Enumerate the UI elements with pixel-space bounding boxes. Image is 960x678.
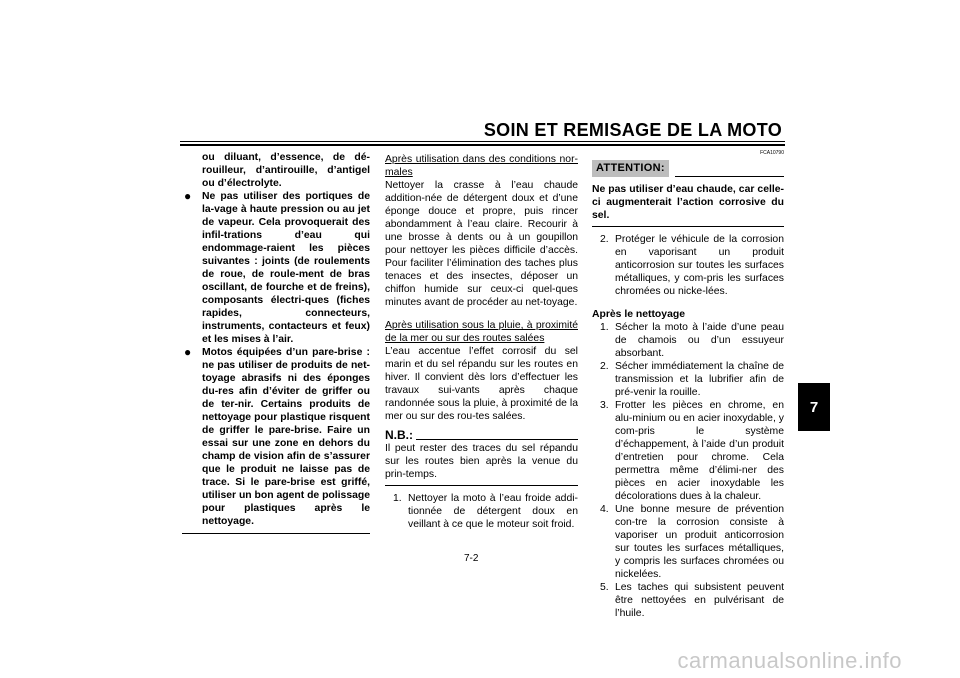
bullet-text: Motos équipées d’un pare-brise : ne pas utiliser de produits de net-toyage abrasifs ni des éponges du-res afin d’éviter de griffer ou de ter-nir. Certains produits de nettoyage pour plastique risquent de griffer le pare-brise. Faire un essai sur une zone en dehors du champ de vision afin de s’assurer que le produit ne laisse pas de trace. Si le pare-brise est griffé, utiliser un bon agent de polissage pour plastiques après le nettoyage. (202, 347, 371, 527)
list-item (600, 581, 784, 620)
paragraph-normal: Nettoyer la crasse à l’eau chaude addition-née de détergent doux et d’une éponge douce et propre, puis rincer abondamment à l’eau claire. Recourir à une brosse à dents ou à un goupillon pour nettoyer les pièces difficile d’accès. Pour faciliter l’élimination des taches plus tenaces et des insectes, déposer un chiffon humide sur ceux-ci quel-ques minutes avant de procéder au net-toyage. (385, 180, 578, 308)
list-number: 4. (600, 504, 609, 515)
note-label: N.B.: (385, 428, 413, 442)
attention-heading (592, 160, 784, 177)
list-number: 3. (600, 400, 609, 411)
attention-label: ATTENTION: (592, 160, 669, 177)
section-heading-normal: Après utilisation dans des conditions nor-males (385, 154, 578, 178)
list-item (393, 492, 578, 531)
bullet-icon: ● (184, 189, 192, 203)
list-text: Frotter les pièces en chrome, en alu-minium ou en acier inoxydable, y com-pris le système d’échappement, à l’aide d’un produit d’entretien pour chrome. Cela permettra même d’élimi-ner des pièces en acier inoxydable les décolorations dues à la chaleur. (615, 400, 784, 502)
list-text: Une bonne mesure de prévention con-tre la corrosion consiste à vaporiser un produit anticorrosion sur toutes les surfaces métalliques, y compris les surfaces chromées ou nickelées. (615, 504, 784, 580)
reference-code: FCA10790 (760, 150, 784, 156)
list-number: 5. (600, 582, 609, 593)
list-item (600, 321, 784, 360)
note-end-rule (385, 485, 578, 486)
note-text: Il peut rester des traces du sel répandu sur les routes bien après la venue du prin-temps. (385, 443, 578, 480)
column-2 (385, 153, 578, 531)
after-cleaning-heading: Après le nettoyage (592, 309, 685, 320)
list-text: Sécher immédiatement la chaîne de transmission et la lubrifier afin de pré-venir la rouille. (615, 361, 784, 398)
note-rule (416, 439, 578, 440)
caution-bullet (182, 190, 370, 346)
header-rule (180, 141, 785, 146)
section-heading-salt: Après utilisation sous la pluie, à proximité de la mer ou sur des routes salées (385, 320, 578, 344)
list-text: Protéger le véhicule de la corrosion en vaporisant un produit anticorrosion sur toutes les surfaces métalliques, y com-pris les surfaces chromées ou nicke-lées. (615, 234, 784, 297)
watermark: carmanualsonline.info (677, 648, 902, 673)
caution-end-rule (182, 533, 370, 534)
list-text: Les taches qui subsistent peuvent être nettoyées en pulvérisant de l’huile. (615, 582, 784, 619)
list-item (600, 233, 784, 298)
list-number: 1. (600, 322, 609, 333)
page-title: SOIN ET REMISAGE DE LA MOTO (483, 120, 782, 140)
attention-text: Ne pas utiliser d’eau chaude, car celle-ci augmenterait l’action corrosive du sel. (592, 184, 784, 221)
chapter-tab: 7 (798, 383, 830, 431)
list-number: 1. (393, 493, 402, 504)
caution-bullet (182, 346, 370, 528)
list-number: 2. (600, 234, 609, 245)
column-1 (182, 151, 370, 534)
list-number: 2. (600, 361, 609, 372)
list-text: Sécher la moto à l’aide d’une peau de chamois ou d’un essuyeur absorbant. (615, 322, 784, 359)
list-text: Nettoyer la moto à l’eau froide addi-tionnée de détergent doux en veillant à ce que le moteur soit froid. (408, 493, 578, 530)
list-item (600, 399, 784, 503)
paragraph-salt: L’eau accentue l’effet corrosif du sel marin et du sel répandu sur les routes en hiver. Il convient dès lors d’effectuer les travaux sui-vants après chaque randonnée sous la pluie, à proximité de la mer ou sur des rou-tes salées. (385, 346, 578, 422)
note-heading (385, 429, 578, 442)
column-3 (592, 150, 784, 620)
list-item (600, 503, 784, 581)
caution-lead: ou diluant, d’essence, de dé-rouilleur, d’antirouille, d’antigel ou d’électrolyte. (202, 152, 370, 189)
bullet-text: Ne pas utiliser des portiques de la-vage à haute pression ou au jet de vapeur. Cela provoquerait des infil-trations d’eau qui endommage-raient les pièces suivantes : joints (de roulements de roue, de roule-ment de bras oscillant, de fourche et de freins), composants électri-ques (fiches rapides, connecteurs, instruments, contacteurs et feux) et les mises à l’air. (202, 191, 370, 345)
page-number: 7-2 (464, 553, 479, 564)
bullet-icon: ● (184, 345, 192, 359)
attention-rule (675, 176, 784, 177)
list-item (600, 360, 784, 399)
attention-end-rule (592, 226, 784, 227)
